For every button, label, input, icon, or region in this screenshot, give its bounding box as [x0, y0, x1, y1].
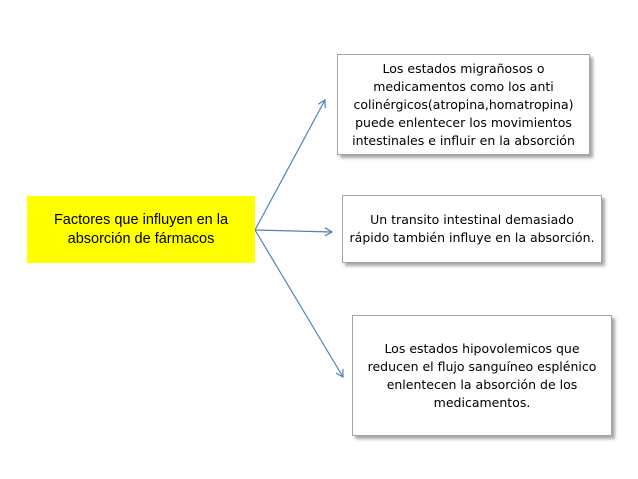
branch-node-3	[352, 315, 612, 436]
root-node	[27, 196, 255, 263]
branch-node-2	[342, 195, 602, 263]
connector-to-branch-2	[255, 230, 332, 232]
branch-1-text: Los estados migrañosos o medicamentos como los anti colinérgicos(atropina,homatropina) puede enlentecer los movimientos intestinales e influir en la absorción	[352, 60, 575, 148]
root-label: Factores que influyen en la absorción de fármacos	[53, 211, 229, 247]
branch-2-text: Un transito intestinal demasiado rápido también influye en la absorción.	[349, 212, 595, 245]
branch-3-text: Los estados hipovolemicos que reducen el flujo sanguíneo esplénico enlentecen la absorción de los medicamentos.	[367, 340, 597, 410]
connector-to-branch-1	[255, 100, 325, 230]
branch-node-1	[337, 54, 590, 155]
connector-to-branch-3	[255, 230, 343, 377]
